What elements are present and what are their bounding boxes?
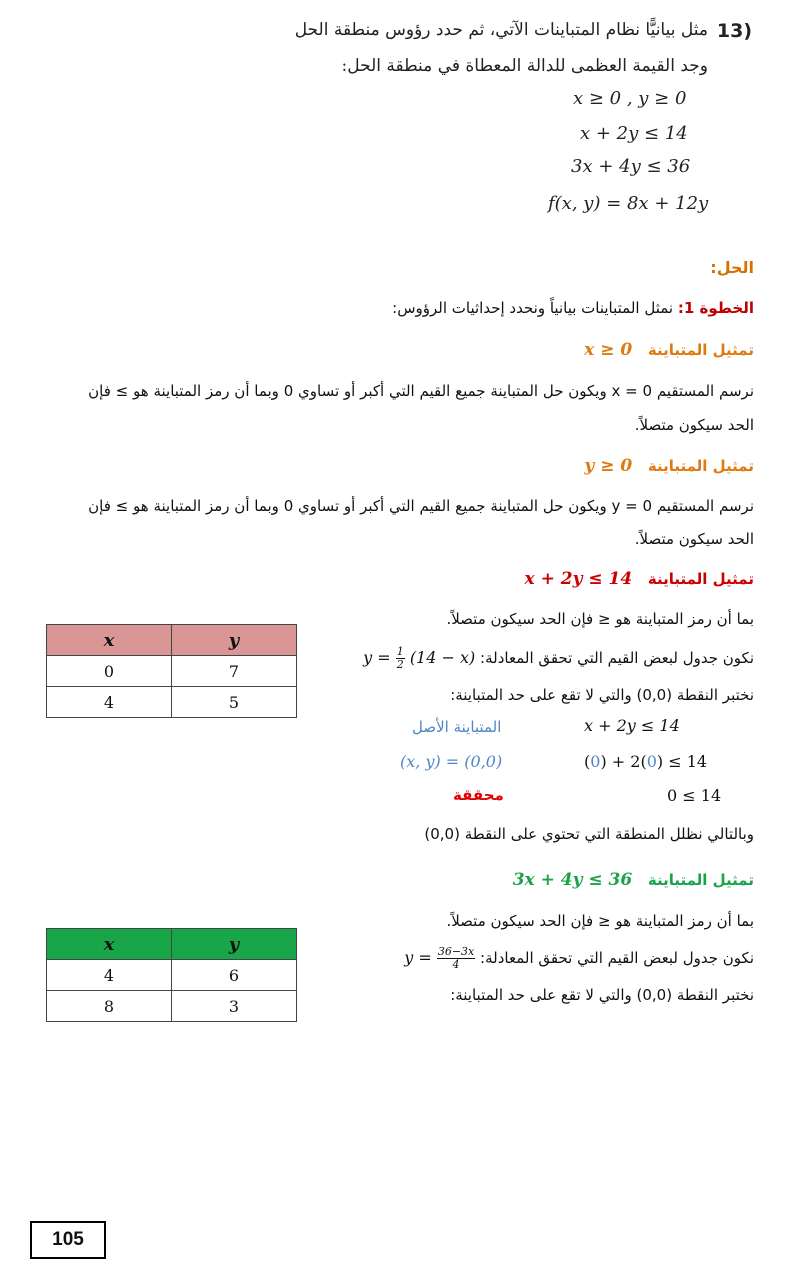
problem-number: 13) (716, 20, 752, 42)
table-cell: 0 (47, 656, 172, 687)
values-table-2 (46, 928, 297, 1022)
section-title: تمثيل المتباينة (647, 341, 754, 359)
frac-den: 4 (452, 958, 460, 971)
system-line-2: x + 2y ≤ 14 (580, 123, 688, 144)
table-row (47, 656, 297, 687)
table-header-row (47, 929, 297, 960)
table-row (47, 687, 297, 718)
section-4-line3: نختبر النقطة (0,0) والتي لا تقع على حد المتباينة: (450, 986, 754, 1004)
section-4-line1: بما أن رمز المتباينة هو ≤ فإن الحد سيكون متصلاً. (446, 912, 754, 930)
zero: 0 (646, 752, 657, 771)
post: ) ≤ 14 (656, 752, 708, 771)
section-x-line2: الحد سيكون متصلاً. (634, 416, 754, 434)
section-inequality: 3x + 4y ≤ 36 (512, 870, 633, 890)
table-header-cell: y (172, 929, 297, 960)
table-header-row (47, 625, 297, 656)
problem-statement-line2: وجد القيمة العظمى للدالة المعطاة في منطقة الحل: (341, 56, 708, 76)
table-cell: 4 (47, 687, 172, 718)
frac-num: 36−3x (437, 945, 475, 958)
test-row-3-right: 0 ≤ 14 (667, 786, 722, 805)
section-inequality: x ≥ 0 (584, 340, 633, 360)
fraction (396, 646, 405, 671)
frac-num: 1 (396, 645, 404, 658)
line-text: نكون جدول لبعض القيم التي تحقق المعادلة: (480, 949, 754, 967)
mid: ) + 2( (600, 752, 647, 771)
equation-3 (363, 645, 476, 671)
section-x-line1: نرسم المستقيم 0 = x ويكون حل المتباينة جميع القيم التي أكبر أو تساوي 0 وبما أن رمز المتباينة هو ≥ فإن (88, 382, 754, 400)
section-heading-4 (513, 870, 754, 890)
step-1-text: نمثل المتباينات بيانياً ونحدد إحداثيات الرؤوس: (392, 299, 674, 317)
section-title: تمثيل المتباينة (647, 457, 754, 475)
section-3-line3: نختبر النقطة (0,0) والتي لا تقع على حد المتباينة: (450, 686, 754, 704)
system-line-3: 3x + 4y ≤ 36 (571, 156, 691, 177)
fraction (437, 946, 475, 971)
section-title: تمثيل المتباينة (647, 570, 754, 588)
eq-lhs: y = (404, 948, 432, 967)
step-1 (392, 299, 754, 317)
section-y-line1: نرسم المستقيم 0 = y ويكون حل المتباينة جميع القيم التي أكبر أو تساوي 0 وبما أن رمز المتباينة هو ≥ فإن (88, 497, 754, 515)
paren: ( (584, 752, 591, 771)
values-table-1 (46, 624, 297, 718)
section-inequality: x + 2y ≤ 14 (524, 569, 633, 589)
frac-den: 2 (396, 658, 404, 671)
solution-label: الحل: (710, 258, 754, 277)
objective-function: f(x, y) = 8x + 12y (548, 193, 709, 214)
section-3-line1: بما أن رمز المتباينة هو ≤ فإن الحد سيكون متصلاً. (446, 610, 754, 628)
eq-lhs: y = (363, 648, 391, 667)
problem-statement-line1: مثل بيانيًّا نظام المتباينات الآتي، ثم حدد رؤوس منطقة الحل (294, 20, 708, 40)
section-inequality: y ≥ 0 (584, 456, 633, 476)
section-title: تمثيل المتباينة (647, 871, 754, 889)
table-cell: 6 (172, 960, 297, 991)
section-y-line2: الحد سيكون متصلاً. (634, 530, 754, 548)
zero: 0 (590, 752, 601, 771)
line-text: نكون جدول لبعض القيم التي تحقق المعادلة: (480, 649, 754, 667)
section-heading-y (584, 456, 754, 476)
test-row-2-right (584, 752, 707, 771)
step-1-label: الخطوة 1: (677, 299, 754, 317)
table-header-cell: x (47, 929, 172, 960)
equation-4 (404, 945, 475, 971)
eq-rhs: (14 − x) (409, 648, 476, 667)
test-row-1-right: x + 2y ≤ 14 (584, 716, 680, 735)
table-cell: 7 (172, 656, 297, 687)
table-header-cell: x (47, 625, 172, 656)
section-3-conclusion: وبالتالي نظلل المنطقة التي تحتوي على النقطة (0,0) (424, 825, 754, 843)
page-number: 105 (30, 1221, 106, 1259)
verified-label: محققة (453, 786, 504, 804)
table-cell: 8 (47, 991, 172, 1022)
section-3-line2 (363, 646, 754, 671)
section-heading-x (584, 340, 754, 360)
table-cell: 5 (172, 687, 297, 718)
table-cell: 3 (172, 991, 297, 1022)
table-row (47, 960, 297, 991)
test-row-2-left: (x, y) = (0,0) (400, 752, 503, 771)
table-cell: 4 (47, 960, 172, 991)
table-header-cell: y (172, 625, 297, 656)
test-row-1-left: المتباينة الأصل (412, 718, 502, 736)
table-row (47, 991, 297, 1022)
section-4-line2 (404, 946, 754, 971)
system-line-1: x ≥ 0 , y ≥ 0 (573, 88, 687, 109)
section-heading-3 (525, 569, 754, 589)
